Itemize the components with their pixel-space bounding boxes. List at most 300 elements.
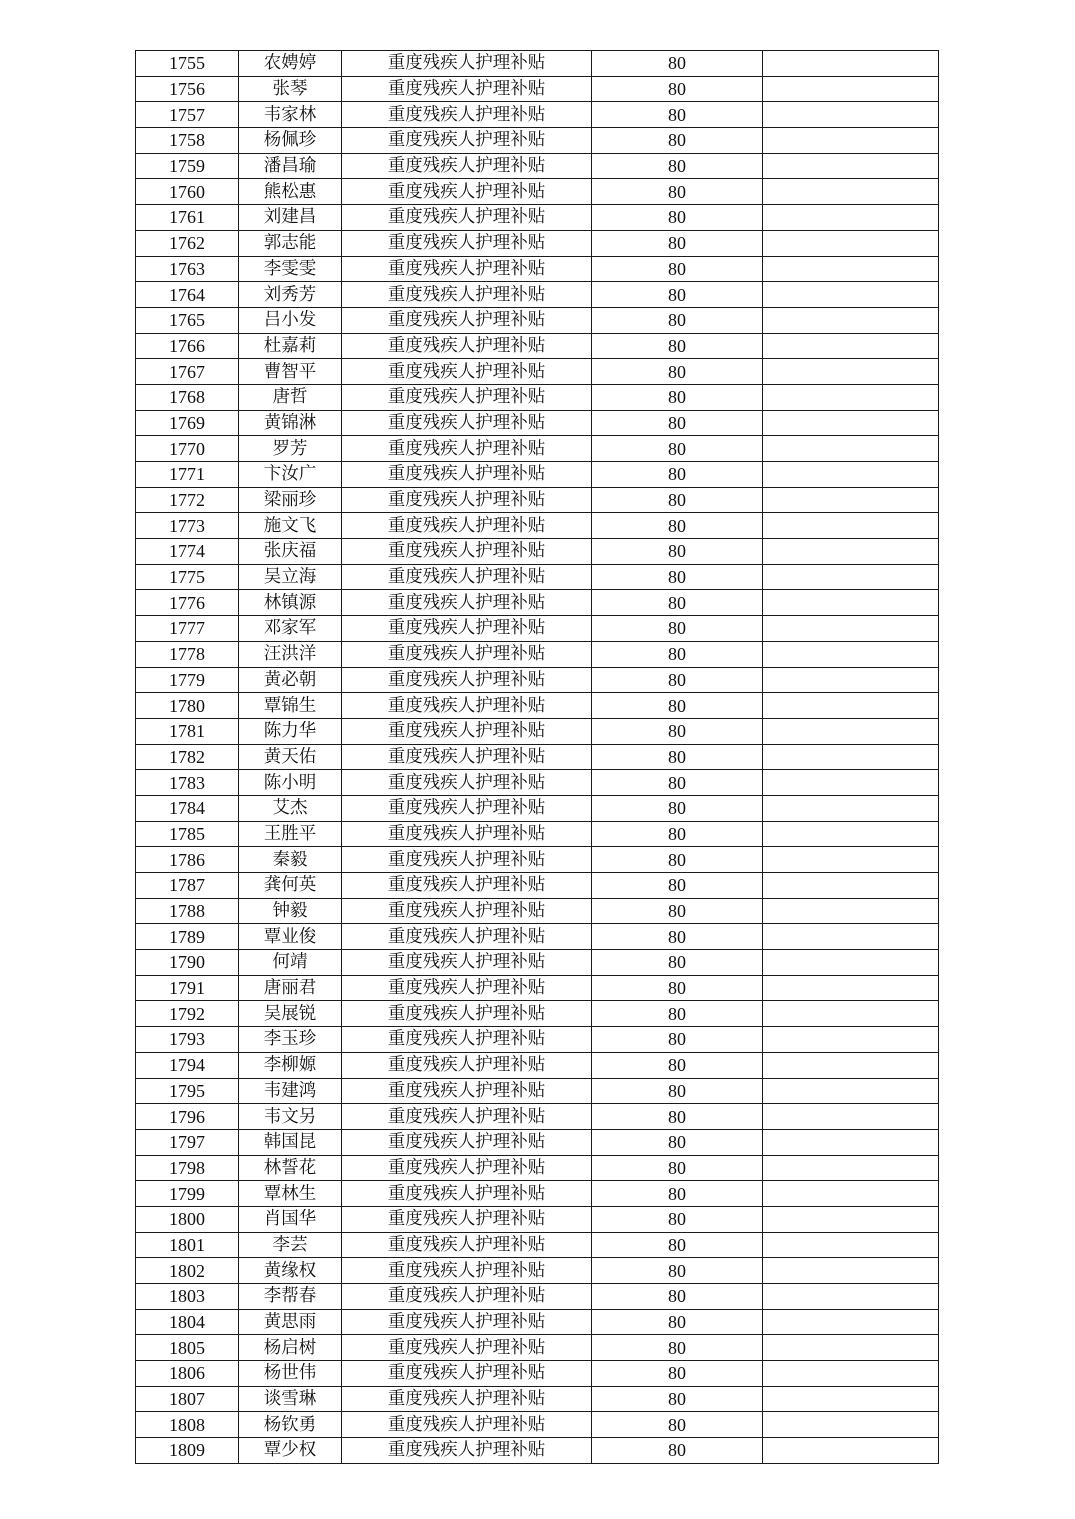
- amount-cell: 80: [592, 1386, 763, 1412]
- row-number-cell: 1807: [136, 1386, 239, 1412]
- table-row: [136, 950, 939, 976]
- table-row: [136, 1206, 939, 1232]
- subsidy-type-cell: 重度残疾人护理补贴: [342, 975, 592, 1001]
- table-row: [136, 102, 939, 128]
- name-cell: 黄必朝: [239, 667, 342, 693]
- subsidy-type-cell: 重度残疾人护理补贴: [342, 462, 592, 488]
- row-number-cell: 1772: [136, 487, 239, 513]
- remark-cell: [763, 102, 939, 128]
- remark-cell: [763, 1181, 939, 1207]
- remark-cell: [763, 51, 939, 77]
- remark-cell: [763, 1078, 939, 1104]
- table-row: [136, 1129, 939, 1155]
- remark-cell: [763, 1412, 939, 1438]
- name-cell: 何靖: [239, 950, 342, 976]
- name-cell: 杨钦勇: [239, 1412, 342, 1438]
- remark-cell: [763, 205, 939, 231]
- remark-cell: [763, 513, 939, 539]
- remark-cell: [763, 641, 939, 667]
- subsidy-type-cell: 重度残疾人护理补贴: [342, 795, 592, 821]
- table-row: [136, 564, 939, 590]
- amount-cell: 80: [592, 616, 763, 642]
- amount-cell: 80: [592, 1309, 763, 1335]
- subsidy-type-cell: 重度残疾人护理补贴: [342, 1052, 592, 1078]
- row-number-cell: 1779: [136, 667, 239, 693]
- remark-cell: [763, 76, 939, 102]
- subsidy-type-cell: 重度残疾人护理补贴: [342, 1001, 592, 1027]
- name-cell: 汪洪洋: [239, 641, 342, 667]
- table-row: [136, 1181, 939, 1207]
- table-row: [136, 1155, 939, 1181]
- row-number-cell: 1809: [136, 1438, 239, 1464]
- remark-cell: [763, 1001, 939, 1027]
- name-cell: 李柳嫄: [239, 1052, 342, 1078]
- amount-cell: 80: [592, 1104, 763, 1130]
- table-row: [136, 1438, 939, 1464]
- row-number-cell: 1791: [136, 975, 239, 1001]
- subsidy-type-cell: 重度残疾人护理补贴: [342, 1181, 592, 1207]
- table-row: [136, 924, 939, 950]
- row-number-cell: 1799: [136, 1181, 239, 1207]
- row-number-cell: 1790: [136, 950, 239, 976]
- table-row: [136, 384, 939, 410]
- name-cell: 黄锦淋: [239, 410, 342, 436]
- amount-cell: 80: [592, 1284, 763, 1310]
- row-number-cell: 1771: [136, 462, 239, 488]
- amount-cell: 80: [592, 153, 763, 179]
- row-number-cell: 1757: [136, 102, 239, 128]
- amount-cell: 80: [592, 462, 763, 488]
- name-cell: 罗芳: [239, 436, 342, 462]
- subsidy-type-cell: 重度残疾人护理补贴: [342, 1155, 592, 1181]
- subsidy-type-cell: 重度残疾人护理补贴: [342, 616, 592, 642]
- table-row: [136, 153, 939, 179]
- name-cell: 韦文另: [239, 1104, 342, 1130]
- row-number-cell: 1802: [136, 1258, 239, 1284]
- remark-cell: [763, 873, 939, 899]
- name-cell: 张庆福: [239, 539, 342, 565]
- table-row: [136, 744, 939, 770]
- remark-cell: [763, 847, 939, 873]
- name-cell: 刘秀芳: [239, 282, 342, 308]
- amount-cell: 80: [592, 384, 763, 410]
- row-number-cell: 1800: [136, 1206, 239, 1232]
- remark-cell: [763, 1027, 939, 1053]
- name-cell: 杨世伟: [239, 1361, 342, 1387]
- row-number-cell: 1765: [136, 307, 239, 333]
- table-row: [136, 256, 939, 282]
- row-number-cell: 1787: [136, 873, 239, 899]
- table-row: [136, 718, 939, 744]
- table-row: [136, 1361, 939, 1387]
- remark-cell: [763, 462, 939, 488]
- row-number-cell: 1808: [136, 1412, 239, 1438]
- amount-cell: 80: [592, 1027, 763, 1053]
- subsidy-table-body: [136, 51, 939, 1464]
- remark-cell: [763, 1232, 939, 1258]
- name-cell: 覃少权: [239, 1438, 342, 1464]
- remark-cell: [763, 975, 939, 1001]
- amount-cell: 80: [592, 1335, 763, 1361]
- amount-cell: 80: [592, 564, 763, 590]
- remark-cell: [763, 821, 939, 847]
- remark-cell: [763, 770, 939, 796]
- name-cell: 黄天佑: [239, 744, 342, 770]
- remark-cell: [763, 718, 939, 744]
- subsidy-type-cell: 重度残疾人护理补贴: [342, 51, 592, 77]
- row-number-cell: 1780: [136, 693, 239, 719]
- amount-cell: 80: [592, 975, 763, 1001]
- amount-cell: 80: [592, 1258, 763, 1284]
- amount-cell: 80: [592, 410, 763, 436]
- subsidy-type-cell: 重度残疾人护理补贴: [342, 436, 592, 462]
- subsidy-type-cell: 重度残疾人护理补贴: [342, 76, 592, 102]
- subsidy-type-cell: 重度残疾人护理补贴: [342, 564, 592, 590]
- row-number-cell: 1776: [136, 590, 239, 616]
- subsidy-type-cell: 重度残疾人护理补贴: [342, 410, 592, 436]
- row-number-cell: 1783: [136, 770, 239, 796]
- amount-cell: 80: [592, 51, 763, 77]
- table-row: [136, 975, 939, 1001]
- table-row: [136, 641, 939, 667]
- subsidy-type-cell: 重度残疾人护理补贴: [342, 590, 592, 616]
- subsidy-type-cell: 重度残疾人护理补贴: [342, 179, 592, 205]
- table-row: [136, 128, 939, 154]
- row-number-cell: 1755: [136, 51, 239, 77]
- subsidy-type-cell: 重度残疾人护理补贴: [342, 1129, 592, 1155]
- amount-cell: 80: [592, 693, 763, 719]
- name-cell: 梁丽珍: [239, 487, 342, 513]
- amount-cell: 80: [592, 205, 763, 231]
- remark-cell: [763, 564, 939, 590]
- table-row: [136, 230, 939, 256]
- row-number-cell: 1785: [136, 821, 239, 847]
- subsidy-type-cell: 重度残疾人护理补贴: [342, 873, 592, 899]
- row-number-cell: 1789: [136, 924, 239, 950]
- amount-cell: 80: [592, 307, 763, 333]
- table-row: [136, 282, 939, 308]
- remark-cell: [763, 950, 939, 976]
- subsidy-type-cell: 重度残疾人护理补贴: [342, 539, 592, 565]
- table-row: [136, 898, 939, 924]
- remark-cell: [763, 384, 939, 410]
- name-cell: 杨佩珍: [239, 128, 342, 154]
- row-number-cell: 1774: [136, 539, 239, 565]
- name-cell: 杨启树: [239, 1335, 342, 1361]
- remark-cell: [763, 333, 939, 359]
- row-number-cell: 1770: [136, 436, 239, 462]
- table-row: [136, 51, 939, 77]
- remark-cell: [763, 590, 939, 616]
- name-cell: 吴立海: [239, 564, 342, 590]
- table-row: [136, 1258, 939, 1284]
- row-number-cell: 1764: [136, 282, 239, 308]
- subsidy-type-cell: 重度残疾人护理补贴: [342, 1078, 592, 1104]
- subsidy-type-cell: 重度残疾人护理补贴: [342, 128, 592, 154]
- name-cell: 曹智平: [239, 359, 342, 385]
- remark-cell: [763, 256, 939, 282]
- subsidy-type-cell: 重度残疾人护理补贴: [342, 307, 592, 333]
- subsidy-type-cell: 重度残疾人护理补贴: [342, 153, 592, 179]
- remark-cell: [763, 128, 939, 154]
- table-row: [136, 539, 939, 565]
- subsidy-type-cell: 重度残疾人护理补贴: [342, 1412, 592, 1438]
- amount-cell: 80: [592, 1412, 763, 1438]
- amount-cell: 80: [592, 1129, 763, 1155]
- name-cell: 龚何英: [239, 873, 342, 899]
- remark-cell: [763, 1052, 939, 1078]
- name-cell: 王胜平: [239, 821, 342, 847]
- row-number-cell: 1795: [136, 1078, 239, 1104]
- amount-cell: 80: [592, 744, 763, 770]
- table-row: [136, 590, 939, 616]
- amount-cell: 80: [592, 1232, 763, 1258]
- remark-cell: [763, 1438, 939, 1464]
- row-number-cell: 1794: [136, 1052, 239, 1078]
- name-cell: 覃林生: [239, 1181, 342, 1207]
- amount-cell: 80: [592, 847, 763, 873]
- amount-cell: 80: [592, 1078, 763, 1104]
- table-row: [136, 1335, 939, 1361]
- amount-cell: 80: [592, 102, 763, 128]
- name-cell: 肖国华: [239, 1206, 342, 1232]
- name-cell: 林誓花: [239, 1155, 342, 1181]
- table-row: [136, 333, 939, 359]
- name-cell: 黄缘权: [239, 1258, 342, 1284]
- remark-cell: [763, 282, 939, 308]
- row-number-cell: 1793: [136, 1027, 239, 1053]
- table-row: [136, 307, 939, 333]
- table-row: [136, 693, 939, 719]
- amount-cell: 80: [592, 487, 763, 513]
- amount-cell: 80: [592, 333, 763, 359]
- table-row: [136, 1078, 939, 1104]
- table-row: [136, 873, 939, 899]
- subsidy-type-cell: 重度残疾人护理补贴: [342, 744, 592, 770]
- name-cell: 李帮春: [239, 1284, 342, 1310]
- remark-cell: [763, 1284, 939, 1310]
- table-row: [136, 1284, 939, 1310]
- table-row: [136, 1052, 939, 1078]
- table-row: [136, 76, 939, 102]
- name-cell: 秦毅: [239, 847, 342, 873]
- subsidy-type-cell: 重度残疾人护理补贴: [342, 1386, 592, 1412]
- name-cell: 林镇源: [239, 590, 342, 616]
- name-cell: 韩国昆: [239, 1129, 342, 1155]
- remark-cell: [763, 230, 939, 256]
- name-cell: 农娉婷: [239, 51, 342, 77]
- amount-cell: 80: [592, 924, 763, 950]
- name-cell: 施文飞: [239, 513, 342, 539]
- subsidy-type-cell: 重度残疾人护理补贴: [342, 1232, 592, 1258]
- row-number-cell: 1801: [136, 1232, 239, 1258]
- subsidy-type-cell: 重度残疾人护理补贴: [342, 693, 592, 719]
- remark-cell: [763, 153, 939, 179]
- amount-cell: 80: [592, 1361, 763, 1387]
- subsidy-type-cell: 重度残疾人护理补贴: [342, 924, 592, 950]
- amount-cell: 80: [592, 128, 763, 154]
- table-row: [136, 1027, 939, 1053]
- row-number-cell: 1760: [136, 179, 239, 205]
- table-row: [136, 795, 939, 821]
- remark-cell: [763, 410, 939, 436]
- name-cell: 卞汝广: [239, 462, 342, 488]
- name-cell: 覃锦生: [239, 693, 342, 719]
- name-cell: 刘建昌: [239, 205, 342, 231]
- row-number-cell: 1769: [136, 410, 239, 436]
- table-row: [136, 410, 939, 436]
- amount-cell: 80: [592, 590, 763, 616]
- table-row: [136, 1232, 939, 1258]
- remark-cell: [763, 1129, 939, 1155]
- subsidy-type-cell: 重度残疾人护理补贴: [342, 821, 592, 847]
- row-number-cell: 1767: [136, 359, 239, 385]
- name-cell: 谈雪琳: [239, 1386, 342, 1412]
- amount-cell: 80: [592, 873, 763, 899]
- subsidy-type-cell: 重度残疾人护理补贴: [342, 1284, 592, 1310]
- amount-cell: 80: [592, 359, 763, 385]
- row-number-cell: 1804: [136, 1309, 239, 1335]
- name-cell: 黄思雨: [239, 1309, 342, 1335]
- row-number-cell: 1759: [136, 153, 239, 179]
- remark-cell: [763, 1361, 939, 1387]
- remark-cell: [763, 1206, 939, 1232]
- amount-cell: 80: [592, 179, 763, 205]
- name-cell: 邓家军: [239, 616, 342, 642]
- remark-cell: [763, 1155, 939, 1181]
- table-row: [136, 487, 939, 513]
- row-number-cell: 1766: [136, 333, 239, 359]
- amount-cell: 80: [592, 1206, 763, 1232]
- table-row: [136, 821, 939, 847]
- amount-cell: 80: [592, 282, 763, 308]
- row-number-cell: 1773: [136, 513, 239, 539]
- name-cell: 杜嘉莉: [239, 333, 342, 359]
- subsidy-type-cell: 重度残疾人护理补贴: [342, 847, 592, 873]
- subsidy-type-cell: 重度残疾人护理补贴: [342, 1309, 592, 1335]
- subsidy-type-cell: 重度残疾人护理补贴: [342, 102, 592, 128]
- subsidy-type-cell: 重度残疾人护理补贴: [342, 641, 592, 667]
- row-number-cell: 1805: [136, 1335, 239, 1361]
- row-number-cell: 1761: [136, 205, 239, 231]
- subsidy-type-cell: 重度残疾人护理补贴: [342, 770, 592, 796]
- amount-cell: 80: [592, 1052, 763, 1078]
- row-number-cell: 1768: [136, 384, 239, 410]
- row-number-cell: 1756: [136, 76, 239, 102]
- row-number-cell: 1781: [136, 718, 239, 744]
- name-cell: 唐哲: [239, 384, 342, 410]
- table-row: [136, 1386, 939, 1412]
- name-cell: 陈小明: [239, 770, 342, 796]
- table-row: [136, 359, 939, 385]
- subsidy-type-cell: 重度残疾人护理补贴: [342, 359, 592, 385]
- remark-cell: [763, 924, 939, 950]
- remark-cell: [763, 436, 939, 462]
- row-number-cell: 1792: [136, 1001, 239, 1027]
- name-cell: 李玉珍: [239, 1027, 342, 1053]
- table-row: [136, 462, 939, 488]
- remark-cell: [763, 487, 939, 513]
- name-cell: 潘昌瑜: [239, 153, 342, 179]
- remark-cell: [763, 307, 939, 333]
- subsidy-type-cell: 重度残疾人护理补贴: [342, 256, 592, 282]
- table-row: [136, 616, 939, 642]
- amount-cell: 80: [592, 76, 763, 102]
- subsidy-type-cell: 重度残疾人护理补贴: [342, 1206, 592, 1232]
- remark-cell: [763, 1335, 939, 1361]
- amount-cell: 80: [592, 230, 763, 256]
- name-cell: 吕小发: [239, 307, 342, 333]
- table-row: [136, 847, 939, 873]
- name-cell: 陈力华: [239, 718, 342, 744]
- name-cell: 熊松惠: [239, 179, 342, 205]
- name-cell: 韦家林: [239, 102, 342, 128]
- remark-cell: [763, 898, 939, 924]
- table-row: [136, 1001, 939, 1027]
- amount-cell: 80: [592, 821, 763, 847]
- row-number-cell: 1798: [136, 1155, 239, 1181]
- table-row: [136, 1412, 939, 1438]
- amount-cell: 80: [592, 513, 763, 539]
- row-number-cell: 1797: [136, 1129, 239, 1155]
- name-cell: 李雯雯: [239, 256, 342, 282]
- row-number-cell: 1762: [136, 230, 239, 256]
- remark-cell: [763, 667, 939, 693]
- subsidy-type-cell: 重度残疾人护理补贴: [342, 487, 592, 513]
- name-cell: 钟毅: [239, 898, 342, 924]
- subsidy-type-cell: 重度残疾人护理补贴: [342, 1258, 592, 1284]
- subsidy-type-cell: 重度残疾人护理补贴: [342, 950, 592, 976]
- amount-cell: 80: [592, 898, 763, 924]
- subsidy-type-cell: 重度残疾人护理补贴: [342, 1335, 592, 1361]
- subsidy-table: [135, 50, 939, 1464]
- subsidy-type-cell: 重度残疾人护理补贴: [342, 718, 592, 744]
- subsidy-type-cell: 重度残疾人护理补贴: [342, 667, 592, 693]
- remark-cell: [763, 359, 939, 385]
- remark-cell: [763, 616, 939, 642]
- amount-cell: 80: [592, 950, 763, 976]
- row-number-cell: 1758: [136, 128, 239, 154]
- subsidy-type-cell: 重度残疾人护理补贴: [342, 384, 592, 410]
- subsidy-type-cell: 重度残疾人护理补贴: [342, 282, 592, 308]
- amount-cell: 80: [592, 770, 763, 796]
- subsidy-type-cell: 重度残疾人护理补贴: [342, 513, 592, 539]
- amount-cell: 80: [592, 436, 763, 462]
- remark-cell: [763, 693, 939, 719]
- name-cell: 韦建鸿: [239, 1078, 342, 1104]
- table-row: [136, 513, 939, 539]
- name-cell: 郭志能: [239, 230, 342, 256]
- subsidy-type-cell: 重度残疾人护理补贴: [342, 205, 592, 231]
- subsidy-type-cell: 重度残疾人护理补贴: [342, 1361, 592, 1387]
- remark-cell: [763, 1258, 939, 1284]
- row-number-cell: 1782: [136, 744, 239, 770]
- row-number-cell: 1803: [136, 1284, 239, 1310]
- subsidy-type-cell: 重度残疾人护理补贴: [342, 1104, 592, 1130]
- row-number-cell: 1777: [136, 616, 239, 642]
- remark-cell: [763, 1309, 939, 1335]
- remark-cell: [763, 1386, 939, 1412]
- amount-cell: 80: [592, 641, 763, 667]
- row-number-cell: 1786: [136, 847, 239, 873]
- name-cell: 艾杰: [239, 795, 342, 821]
- row-number-cell: 1784: [136, 795, 239, 821]
- row-number-cell: 1763: [136, 256, 239, 282]
- remark-cell: [763, 795, 939, 821]
- table-row: [136, 1104, 939, 1130]
- amount-cell: 80: [592, 1155, 763, 1181]
- amount-cell: 80: [592, 718, 763, 744]
